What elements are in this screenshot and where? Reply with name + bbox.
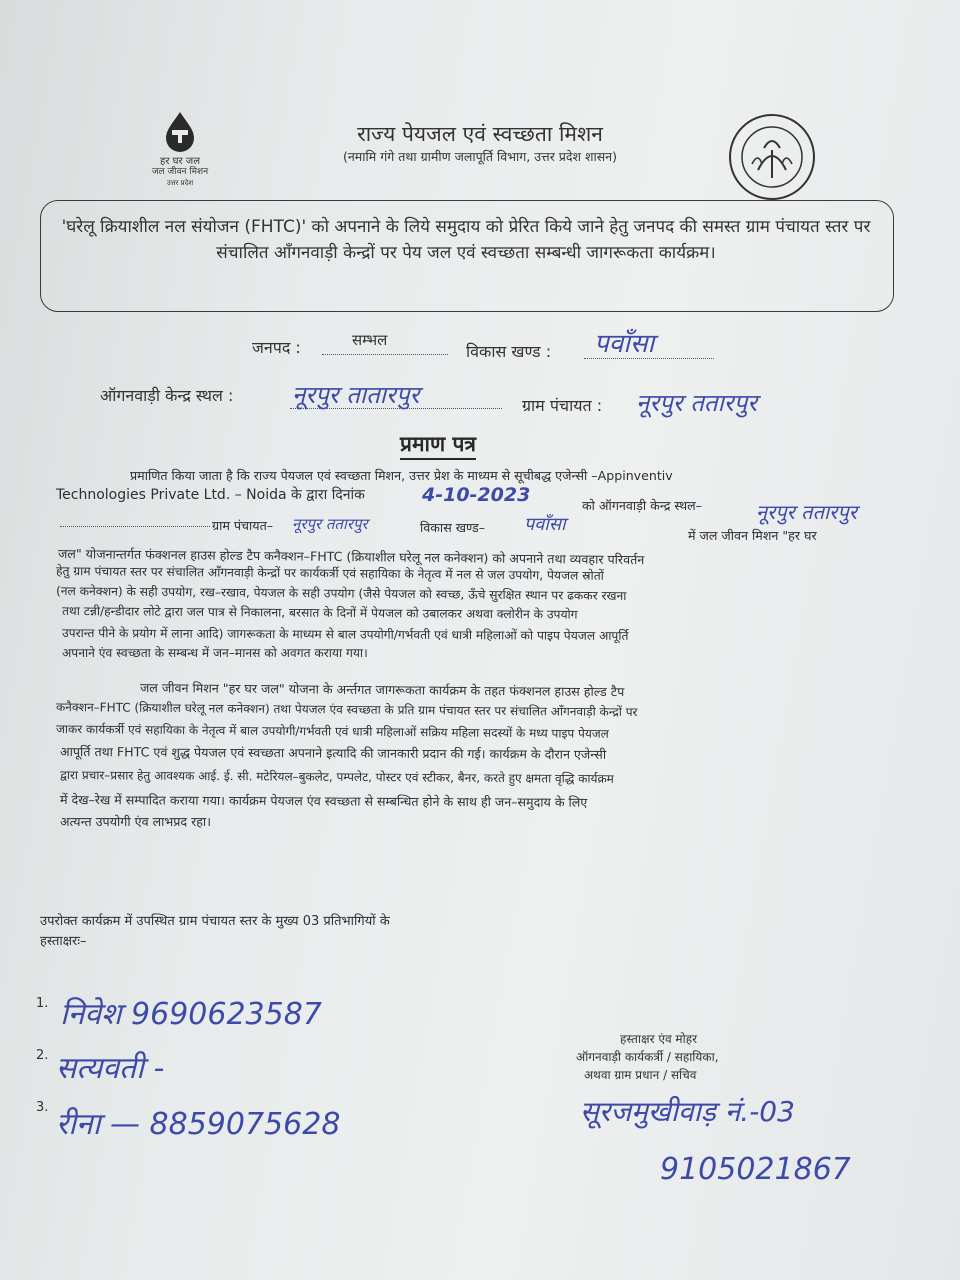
para1-anganwadi-value: नूरपुर ततारपुर [756, 500, 857, 524]
para2-line-1: जल जीवन मिशन "हर घर जल" योजना के अर्न्तगत जागरूकता कार्यक्रम के तहत फंक्शनल हाउस होल्ड टैप [139, 680, 625, 700]
signatory-line-2: ऑगनवाड़ी कार्यकर्त्री / सहायिका, [576, 1050, 719, 1064]
para1-line-9: अपनाने एंव स्वच्छता के सम्बन्ध में जन–मानस को अवगत कराया गया। [62, 646, 368, 660]
para1-vikas-value: पवाँसा [524, 514, 566, 535]
para2-line-7: अत्यन्त उपयोगी एंव लाभप्रद रहा। [60, 814, 211, 829]
para1-line-2b: को ऑगनवाड़ी केन्द्र स्थल– [582, 498, 702, 513]
para1-line-5: हेतु ग्राम पंचायत स्तर पर संचालित आँगनवाड़ी केन्द्रों पर कार्यकर्त्री एवं सहायिका के नेतृत्व में नल से जल उपयोग, पेयजल स्रोतों [55, 564, 604, 583]
para1-line-7: तथा टन्नी/हन्डीदार लोटे द्वारा जल पात्र से निकालना, बरसात के दिनों में पेयजल को उबालकर अथवा क्लोरीन के उपयोग [61, 604, 578, 622]
para1-gram-label: ग्राम पंचायत– [212, 518, 274, 533]
para1-line-4: जल" योजनान्तर्गत फंक्शनल हाउस होल्ड टैप कनैक्शन–FHTC (क्रियाशील घरेलू नल कनेक्शन) को अपनाने तथा व्यवहार परिवर्तन [57, 546, 645, 568]
participant-2-number: 2. [36, 1048, 49, 1063]
gram-panchayat-label: ग्राम पंचायत : [522, 396, 603, 415]
vikas-khand-value: पवाँसा [594, 329, 655, 359]
up-government-seal [722, 112, 822, 202]
signatures-intro-1: उपरोक्त कार्यक्रम में उपस्थित ग्राम पंचायत स्तर के मुख्य 03 प्रतिभागियों के [40, 914, 390, 929]
para2-line-4: आपूर्ति तथा FHTC एवं शुद्ध पेयजल एवं स्वच्छता अपनाने इत्यादि की जानकारी प्रदान की गई। कार्यक्रम के दौरान एजेन्सी [59, 744, 607, 762]
gram-panchayat-value: नूरपुर ततारपुर [636, 389, 758, 417]
logo-caption-1: हर घर जल [160, 156, 200, 167]
anganwadi-label: ऑगनवाड़ी केन्द्र स्थल : [100, 386, 234, 405]
header-subtitle: (नमामि गंगे तथा ग्रामीण जलापूर्ति विभाग, उत्तर प्रदेश शासन) [342, 149, 617, 164]
para2-line-6: में देख–रेख में सम्पादित कराया गया। कार्यक्रम पेयजल एंव स्वच्छता से सम्बन्धित होने के साथ ही जन–समुदाय के लिए [59, 792, 588, 810]
janpad-label: जनपद : [252, 338, 301, 357]
participant-3-signature: रीना — 8859075628 [56, 1107, 341, 1142]
program-date: 4-10-2023 [422, 484, 531, 506]
para1-line-3end: में जल जीवन मिशन "हर घर [688, 528, 817, 543]
participant-3-number: 3. [36, 1100, 49, 1115]
signatory-line-1: हस्ताक्षर एंव मोहर [620, 1032, 698, 1046]
participant-2-signature: सत्यवती - [56, 1051, 165, 1086]
signatures-intro-2: हस्ताक्षरः– [40, 934, 87, 949]
header-title: राज्य पेयजल एवं स्वच्छता मिशन [357, 122, 603, 146]
para1-dotted-line [60, 516, 210, 527]
janpad-value: सम्भल [352, 331, 388, 349]
para2-line-2: कनैक्शन–FHTC (क्रियाशील घरेलू नल कनेक्शन) तथा पेयजल एंव स्वच्छता के प्रति ग्राम पंचायत स्तर पर संचालित आँगनवाड़ी केन्द्रों पर [55, 700, 638, 720]
signatory-signature: सूरजमुखीवाड़ नं.-03 [580, 1095, 795, 1128]
para2-line-5: द्वारा प्रचार–प्रसार हेतु आवश्यक आई. ई. सी. मटेरियल–बुकलेट, पम्पलेट, पोस्टर एवं स्टीकर, बैनर, करते हुए क्षमता वृद्धि कार्यक्रम [59, 768, 614, 786]
para1-gram-value: नूरपुर ततारपुर [292, 515, 368, 533]
para1-line-1: प्रमाणित किया जाता है कि राज्य पेयजल एवं स्वच्छता मिशन, उत्तर प्रेश के माध्यम से सूचीबद्ध एजेन्सी –Appinventiv [130, 468, 673, 483]
participant-1-signature: निवेश 9690623587 [60, 997, 322, 1032]
para1-line-6: (नल कनेक्शन) के सही उपयोग, रख–रखाव, पेयजल के सही उपयोग (जैसे पेयजल को स्वच्छ, ऊँचे सुरक्षित स्थान पर ढककर रखना [55, 584, 627, 603]
signatory-line-3: अथवा ग्राम प्रधान / सचिव [584, 1068, 697, 1082]
anganwadi-value: नूरपुर तातारपुर [292, 381, 420, 409]
participant-1-number: 1. [36, 996, 49, 1011]
para2-line-3: जाकर कार्यकर्त्री एवं सहायिका के नेतृत्व में बाल उपयोगी/गर्भवती एवं धात्री महिलाओं सक्रिय महिला सदस्यों के मध्य पाइप पेयजल [55, 722, 609, 741]
vikas-khand-label: विकास खण्ड : [466, 342, 552, 361]
para1-line-8: उपरान्त पीने के प्रयोग में लाना आदि) जागरूकता के माध्यम से बाल उपयोगी/गर्भवती एवं धात्री महिलाओं को पाइप पेयजल आपूर्ति [61, 626, 629, 643]
program-title-text: 'घरेलू क्रियाशील नल संयोजन (FHTC)' को अपनाने के लिये समुदाय को प्रेरित किये जाने हेतु जनपद की समस्त ग्राम पंचायत स्तर पर संचालित आँगनवाड़ी केन्द्रों पर पेय जल एवं स्वच्छता सम्बन्धी जागरूकता कार्यक्रम। [61, 217, 871, 263]
logo-caption-3: उत्तर प्रदेश [166, 179, 194, 187]
seal-icon [722, 112, 822, 202]
jal-jeevan-mission-logo [130, 110, 230, 189]
para1-line-2a: Technologies Private Ltd. – Noida के द्वारा दिनांक [56, 487, 365, 503]
logo-caption-2: जल जीवन मिशन [151, 167, 209, 177]
water-drop-icon [160, 110, 200, 152]
certificate-title: प्रमाण पत्र [400, 430, 476, 460]
para1-vikas-label: विकास खण्ड– [420, 520, 486, 535]
signatory-phone: 9105021867 [660, 1152, 851, 1187]
